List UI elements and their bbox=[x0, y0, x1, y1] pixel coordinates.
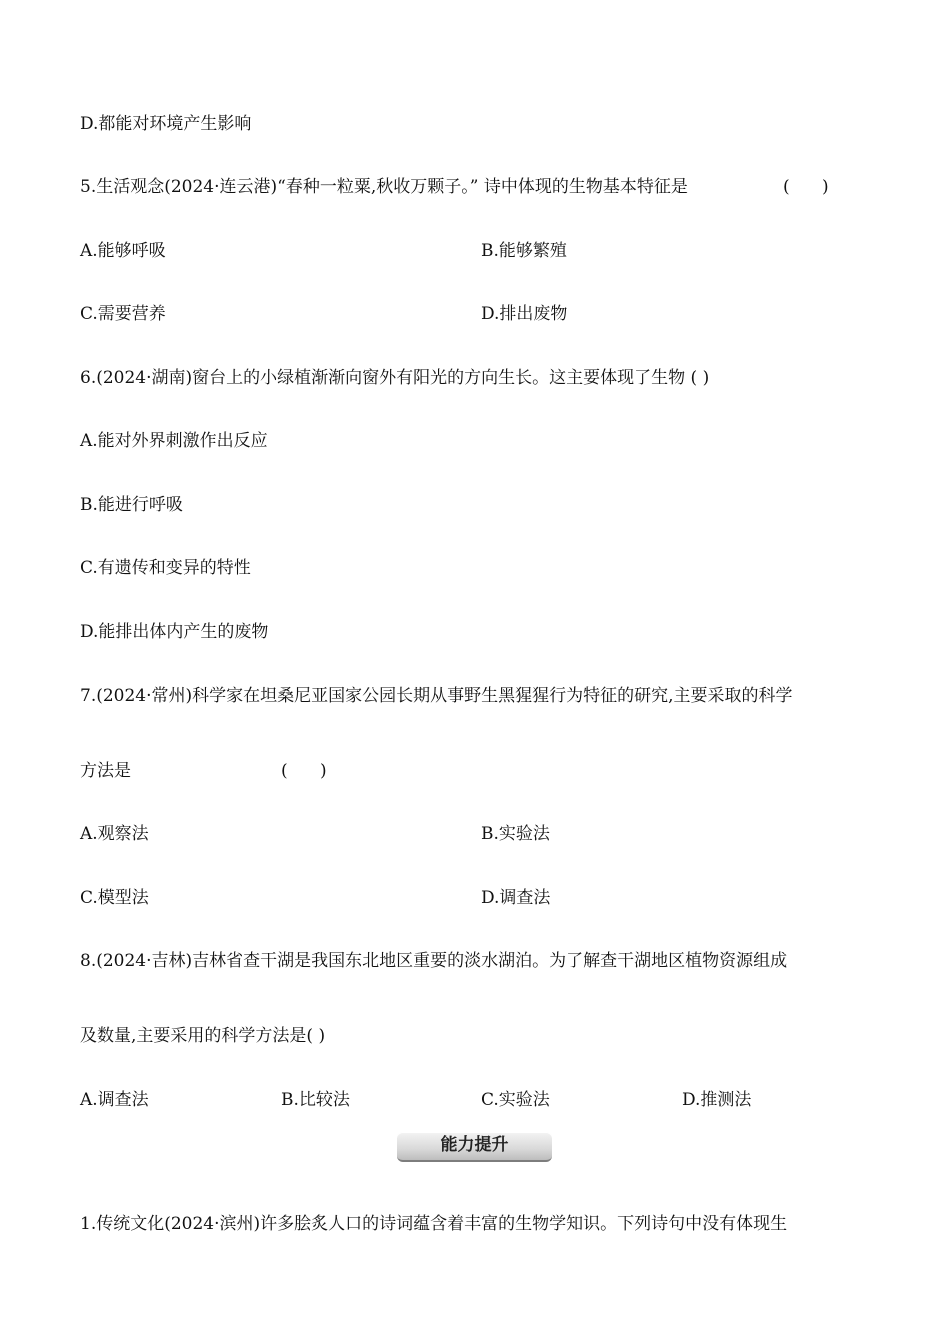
q5-option-c: C.需要营养 bbox=[80, 304, 166, 324]
q6-option-d: D.能排出体内产生的废物 bbox=[80, 622, 269, 642]
q7-option-a: A.观察法 bbox=[80, 824, 149, 844]
q8-option-d: D.推测法 bbox=[682, 1090, 752, 1110]
q6-stem: 6.(2024·湖南)窗台上的小绿植渐渐向窗外有阳光的方向生长。这主要体现了生物 ( ) bbox=[80, 368, 710, 388]
q7-option-c: C.模型法 bbox=[80, 888, 149, 908]
q5-option-b: B.能够繁殖 bbox=[481, 241, 567, 261]
q7-stem-line1: 7.(2024·常州)科学家在坦桑尼亚国家公园长期从事野生黑猩猩行为特征的研究,主要采取的科学 bbox=[80, 686, 793, 706]
q5-option-a: A.能够呼吸 bbox=[80, 241, 166, 261]
q8-option-c: C.实验法 bbox=[481, 1090, 550, 1110]
q7-option-b: B.实验法 bbox=[481, 824, 550, 844]
section-banner bbox=[397, 1132, 552, 1162]
q6-option-a: A.能对外界刺激作出反应 bbox=[80, 431, 268, 451]
q7-option-d: D.调查法 bbox=[481, 888, 551, 908]
q4-option-d: D.都能对环境产生影响 bbox=[80, 114, 252, 134]
q8-option-b: B.比较法 bbox=[281, 1090, 350, 1110]
q8-option-a: A.调查法 bbox=[80, 1090, 149, 1110]
q7-answer-bracket: ( ) bbox=[281, 761, 327, 781]
section-title: 能力提升 bbox=[440, 1135, 509, 1155]
n1-stem: 1.传统文化(2024·滨州)许多脍炙人口的诗词蕴含着丰富的生物学知识。下列诗句中没有体现生 bbox=[80, 1214, 788, 1234]
q6-option-c: C.有遗传和变异的特性 bbox=[80, 558, 251, 578]
q7-stem-line2: 方法是 bbox=[80, 761, 131, 781]
q8-stem-line2: 及数量,主要采用的科学方法是( ) bbox=[80, 1026, 326, 1046]
q5-answer-bracket: ( ) bbox=[783, 177, 829, 197]
q6-option-b: B.能进行呼吸 bbox=[80, 495, 183, 515]
q5-option-d: D.排出废物 bbox=[481, 304, 568, 324]
q8-stem-line1: 8.(2024·吉林)吉林省查干湖是我国东北地区重要的淡水湖泊。为了解查干湖地区植物资源组成 bbox=[80, 951, 788, 971]
q5-stem: 5.生活观念(2024·连云港)“春种一粒粟,秋收万颗子。” 诗中体现的生物基本特征是 bbox=[80, 177, 688, 197]
